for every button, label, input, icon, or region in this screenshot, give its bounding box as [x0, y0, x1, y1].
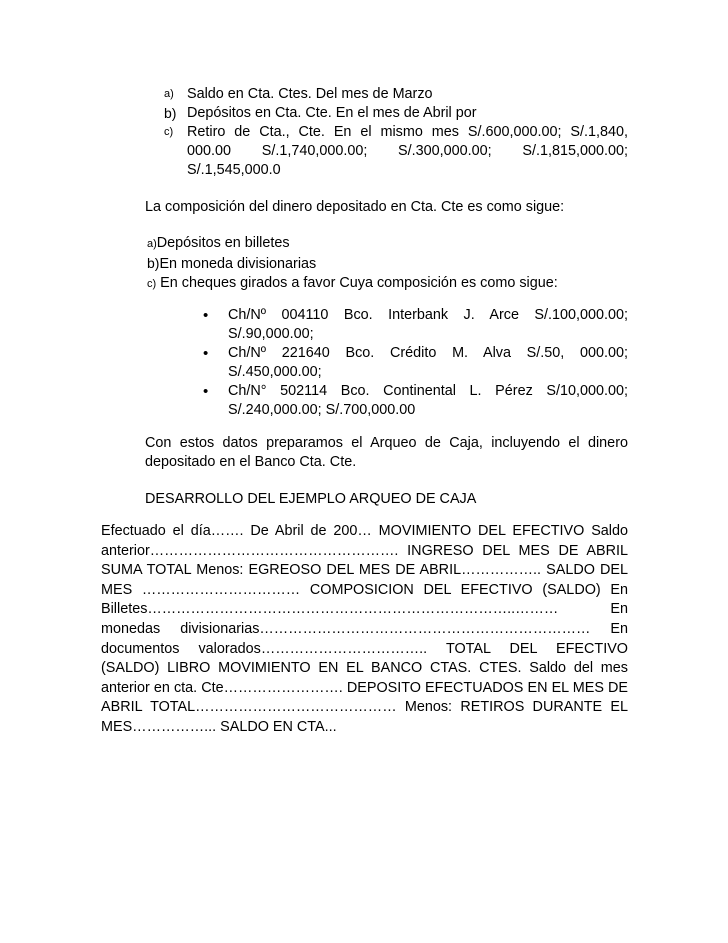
list-item-text: Retiro de Cta., Cte. En el mismo mes S/.600,000.00; S/.1,840, 000.00 S/.1,740,000.00; S/.300,000.00; S/.1,815,000.00; S/.1,545,000.0: [187, 124, 628, 178]
cheque-text: Ch/N° 502114 Bco. Continental L. Pérez S/10,000.00; S/.240,000.00; S/.700,000.00: [228, 383, 628, 418]
list-marker: c): [164, 126, 174, 138]
balance-list: [164, 85, 628, 180]
list-item: [164, 123, 628, 180]
composition-list: [147, 234, 628, 294]
list-item-text: Depósitos en Cta. Cte. En el mes de Abril por: [187, 105, 477, 121]
cheque-text: Ch/Nº 004110 Bco. Interbank J. Arce S/.100,000.00; S/.90,000.00;: [228, 307, 628, 342]
composition-intro: La composición del dinero depositado en Cta. Cte es como sigue:: [145, 199, 565, 215]
list-item: [203, 306, 628, 344]
list-item: [203, 382, 628, 420]
list-item-text: Saldo en Cta. Ctes. Del mes de Marzo: [187, 86, 433, 102]
cheque-list: [203, 306, 628, 420]
bullet-icon: •: [203, 383, 209, 400]
list-item: [147, 234, 628, 254]
arqueo-intro: Con estos datos preparamos el Arqueo de Caja, incluyendo el dinero depositado en el Banco Cta. Cte.: [145, 435, 628, 470]
list-marker: b): [147, 255, 160, 271]
list-item: [203, 344, 628, 382]
list-item: [147, 274, 628, 294]
list-item-text: Depósitos en billetes: [156, 235, 290, 251]
list-marker: a): [147, 238, 157, 250]
list-item-text: En cheques girados a favor Cuya composición es como sigue:: [160, 275, 558, 291]
list-item: [147, 254, 628, 274]
cheque-text: Ch/Nº 221640 Bco. Crédito M. Alva S/.50, 000.00; S/.450,000.00;: [228, 345, 628, 380]
arqueo-body: Efectuado el día……. De Abril de 200… MOVIMIENTO DEL EFECTIVO Saldo anterior……………………………………………. INGRESO DEL MES DE ABRIL SUMA TOTAL Menos: EGREOSO DEL MES DE ABRIL…………….. SALDO DEL MES …………………………… COMPOSICION DEL EFECTIVO (SALDO) En Billetes…………………………………………………………………..……… En monedas divisionarias…………………………………………………………… En documentos valorados…………………………….. TOTAL DEL EFECTIVO (SALDO) LIBRO MOVIMIENTO EN EL BANCO CTAS. CTES. Saldo del mes anterior en cta. Cte……………………. DEPOSITO EFECTUADOS EN EL MES DE ABRIL TOTAL…………………………………… Menos: RETIROS DURANTE EL MES……………... SALDO EN CTA...: [101, 523, 628, 735]
list-item: [164, 85, 628, 104]
section-heading: DESARROLLO DEL EJEMPLO ARQUEO DE CAJA: [145, 491, 477, 507]
list-item-text: En moneda divisionarias: [159, 256, 317, 272]
bullet-icon: •: [203, 307, 209, 324]
list-marker: b): [164, 105, 177, 121]
bullet-icon: •: [203, 345, 209, 362]
list-marker: a): [164, 88, 174, 100]
list-marker: c): [147, 278, 157, 290]
list-item: [164, 104, 628, 123]
